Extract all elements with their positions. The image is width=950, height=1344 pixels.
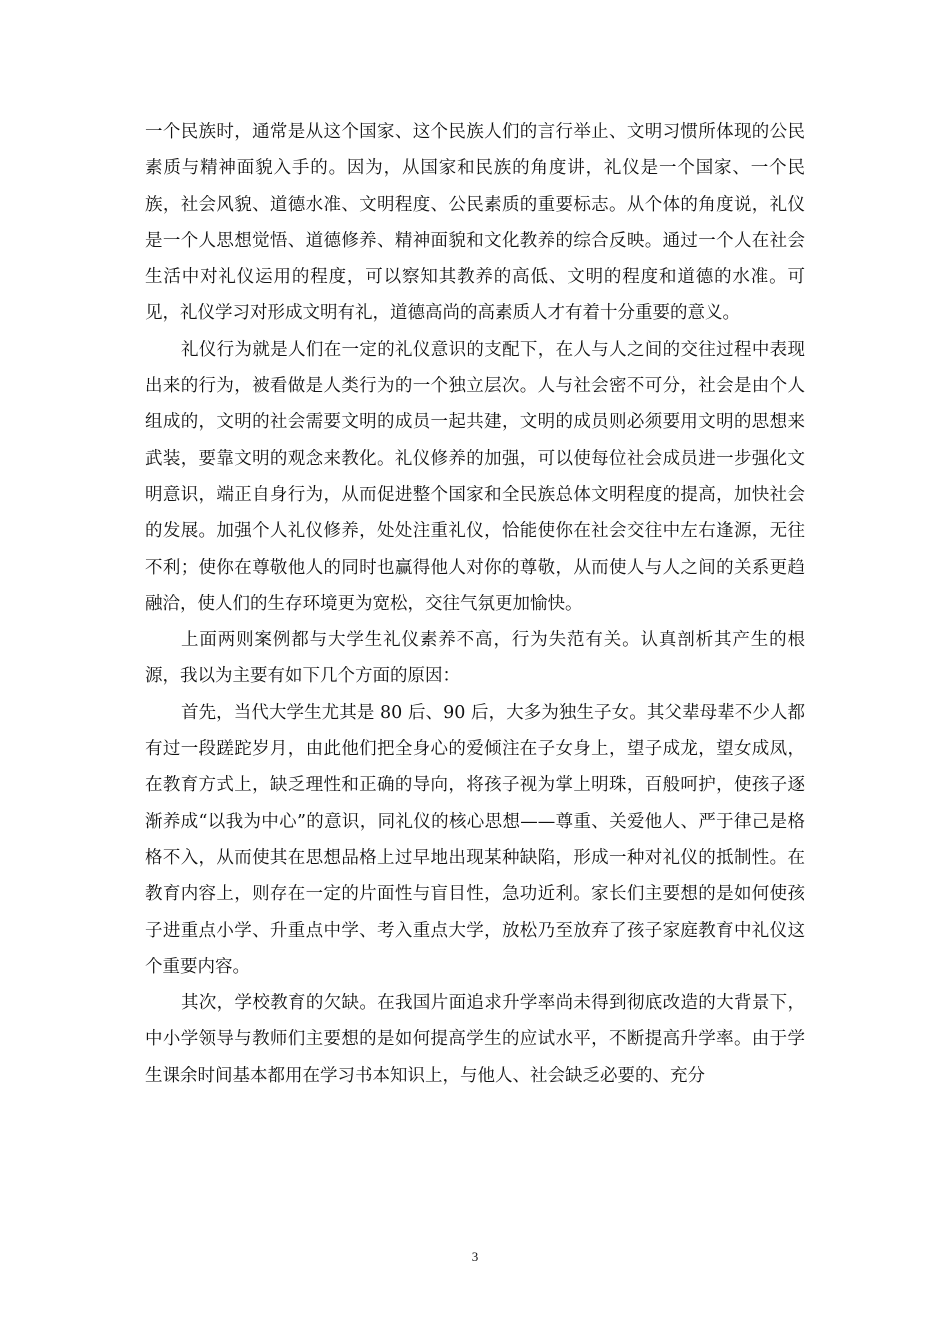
paragraph-first-reason: 首先，当代大学生尤其是 80 后、90 后，大多为独生子女。其父辈母辈不少人都有过一段蹉跎岁月，由此他们把全身心的爱倾注在子女身上，望子成龙，望女成凤，在教育方式上，缺乏理性和正确的导向，将孩子视为掌上明珠，百般呵护，使孩子逐渐养成“以我为中心”的意识，同礼仪的核心思想——尊重、关爱他人、严于律己是格格不入，从而使其在思想品格上过早地出现某种缺陷，形成一种对礼仪的抵制性。在教育内容上，则存在一定的片面性与盲目性，急功近利。家长们主要想的是如何使孩子进重点小学、升重点中学、考入重点大学，放松乃至放弃了孩子家庭教育中礼仪这个重要内容。 (145, 702, 805, 977)
body-text (145, 114, 805, 1094)
paragraph-continued: 一个民族时，通常是从这个国家、这个民族人们的言行举止、文明习惯所体现的公民素质与精神面貌入手的。因为，从国家和民族的角度讲，礼仪是一个国家、一个民族，社会风貌、道德水准、文明程度、公民素质的重要标志。从个体的角度说，礼仪是一个人思想觉悟、道德修养、精神面貌和文化教养的综合反映。通过一个人在社会生活中对礼仪运用的程度，可以察知其教养的高低、文明的程度和道德的水准。可见，礼仪学习对形成文明有礼，道德高尚的高素质人才有着十分重要的意义。 (145, 122, 805, 324)
paragraph-second-reason: 其次，学校教育的欠缺。在我国片面追求升学率尚未得到彻底改造的大背景下，中小学领导与教师们主要想的是如何提高学生的应试水平，不断提高升学率。由于学生课余时间基本都用在学习书本知识上，与他人、社会缺乏必要的、充分 (145, 993, 805, 1086)
paragraph-etiquette-behavior: 礼仪行为就是人们在一定的礼仪意识的支配下，在人与人之间的交往过程中表现出来的行为，被看做是人类行为的一个独立层次。人与社会密不可分，社会是由个人组成的，文明的社会需要文明的成员一起共建，文明的成员则必须要用文明的思想来武装，要靠文明的观念来教化。礼仪修养的加强，可以使每位社会成员进一步强化文明意识，端正自身行为，从而促进整个国家和全民族总体文明程度的提高，加快社会的发展。加强个人礼仪修养，处处注重礼仪，恰能使你在社会交往中左右逢源，无往不利；使你在尊敬他人的同时也赢得他人对你的尊敬，从而使人与人之间的关系更趋融洽，使人们的生存环境更为宽松，交往气氛更加愉快。 (145, 339, 805, 614)
page-number: 3 (471, 1249, 479, 1264)
paragraph-cases-intro: 上面两则案例都与大学生礼仪素养不高，行为失范有关。认真剖析其产生的根源，我以为主要有如下几个方面的原因： (145, 630, 805, 687)
